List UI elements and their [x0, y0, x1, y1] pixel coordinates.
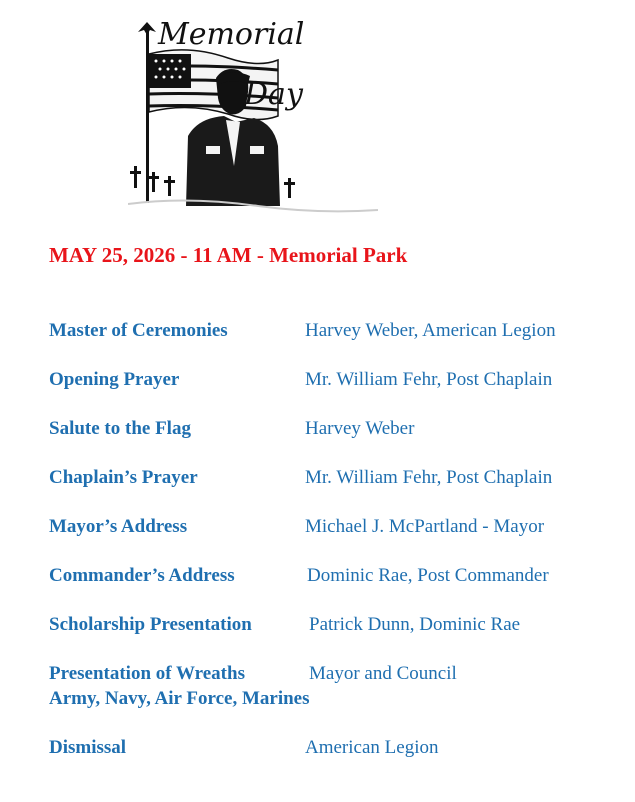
program-row	[49, 418, 415, 440]
program-row	[49, 369, 553, 391]
program-role: Master of Ceremonies	[49, 320, 228, 341]
program-role: Salute to the Flag	[49, 418, 191, 439]
soldier-flag-illustration	[128, 6, 378, 222]
program-person: Harvey Weber, American Legion	[305, 320, 556, 341]
program-person: Harvey Weber	[305, 418, 415, 439]
program-person: Michael J. McPartland - Mayor	[305, 516, 545, 537]
logo-word-memorial: Memorial	[158, 17, 305, 52]
program-person: Dominic Rae, Post Commander	[307, 565, 549, 586]
program-person: American Legion	[305, 737, 439, 758]
program-role: Opening Prayer	[49, 369, 180, 390]
program-role: Mayor’s Address	[49, 516, 188, 537]
program-row	[49, 663, 457, 685]
logo-word-day: Day	[244, 77, 303, 112]
program-role: Presentation of Wreaths	[49, 663, 245, 684]
program-row	[49, 320, 556, 342]
program-person: Mr. William Fehr, Post Chaplain	[305, 369, 553, 390]
program-role: Chaplain’s Prayer	[49, 467, 198, 488]
program-row	[49, 516, 545, 538]
program-subtitle: Army, Navy, Air Force, Marines	[49, 688, 310, 709]
program-role: Commander’s Address	[49, 565, 235, 586]
program-row	[49, 614, 521, 636]
program-row	[49, 737, 439, 759]
program-person: Mr. William Fehr, Post Chaplain	[305, 467, 553, 488]
event-date-heading: MAY 25, 2026 - 11 AM - Memorial Park	[49, 243, 408, 267]
memorial-day-logo	[128, 6, 378, 222]
program-role: Scholarship Presentation	[49, 614, 252, 635]
program-person: Patrick Dunn, Dominic Rae	[309, 614, 521, 635]
program-row	[49, 467, 553, 489]
program-person: Mayor and Council	[309, 663, 457, 684]
program-role: Dismissal	[49, 737, 127, 758]
program-row	[49, 565, 549, 587]
